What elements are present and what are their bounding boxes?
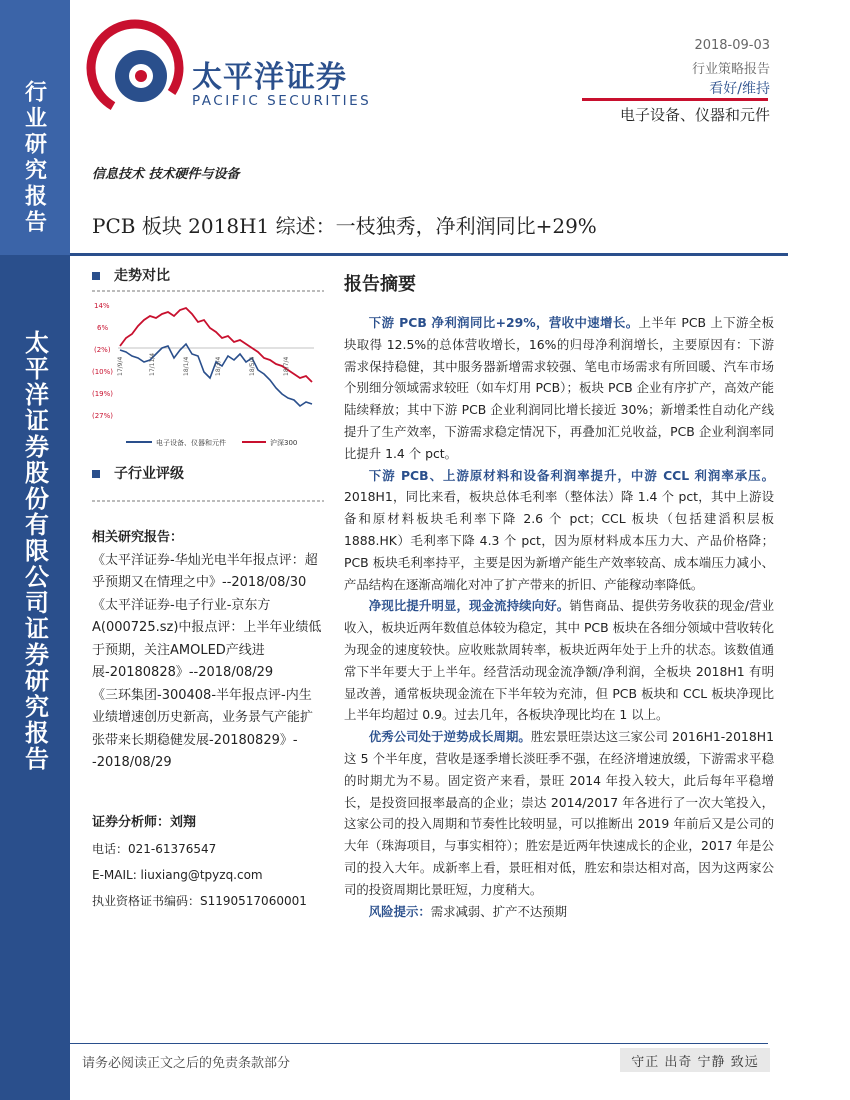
footer-disclaimer: 请务必阅读正文之后的免责条款部分	[82, 1056, 291, 1071]
summary-body	[344, 312, 774, 922]
report-type: 行业策略报告	[691, 62, 770, 77]
summary-para: 净现比提升明显，现金流持续向好。销售商品、提供劳务收获的现金/营业收入，板块近两年数值总体较为稳定，其中 PCB 板块在各细分领域中营收转化为现金的速度较快。应收账款周转率，板块近两年处于上升的状态。该数值通常下半年要大于上半年。经营活动现金流净额/净利润，全板块 2018H1 有明显改善，通常板块现金流在下半年较为充沛，但 PCB 板块和 CCL 板块净现比上半年均超过 0.9。过去几年，各板块净现比均在 1 以上。	[344, 598, 774, 723]
square-bullet-icon	[92, 272, 100, 280]
report-title: PCB 板块 2018H1 综述：一枝独秀，净利润同比+29%	[92, 214, 597, 238]
sub-rating-heading: 子行业评级	[92, 463, 184, 483]
analyst-block	[92, 810, 324, 914]
summary-para: 下游 PCB 净利润同比+29%，营收中速增长。上半年 PCB 上下游全板块取得 12.5%的总体营收增长，16%的归母净利润增长，主要原因有：下游需求保持稳健，其中服务器新增需求较强、笔电市场需求有所回暖、汽车市场个别细分领域需求较旺（如车灯用 PCB）；板块 PCB 企业有序扩产，高效产能陆续释放；其中下游 PCB 企业利润同比增长接近 30%；新增柔性自动化产线提升了生产效率，下游需求稳定情况下，再叠加汇兑收益，PCB 企业利润率同比提升 1.4 个 pct。	[344, 315, 774, 461]
xtick: 17/11/4	[149, 352, 156, 376]
legend-label-b: 沪深300	[270, 439, 298, 447]
related-reports	[92, 527, 324, 775]
category-label: 信息技术 技术硬件与设备	[92, 167, 240, 182]
header-red-rule	[582, 98, 768, 101]
xtick: 18/5/4	[249, 356, 256, 376]
summary-para: 下游 PCB、上游原材料和设备利润率提升，中游 CCL 利润率承压。2018H1，同比来看，板块总体毛利率（整体法）降 1.4 个 pct，其中上游设备和原材料板块毛利率下降 2.6 个 pct；CCL 板块（包括建滔积层板 1888.HK）毛利率下降 4.3 个 pct，因为原材料成本压力大、产品价格降；PCB 板块毛利率持平，主要是因为新增产能生产效率较高、成本端压力减小、产品结构在逐渐高端化对冲了扩产带来的折旧、产能稼动率降低。	[344, 467, 774, 592]
report-date: 2018-09-03	[694, 38, 770, 53]
footer-rule	[70, 1043, 768, 1044]
footer-motto: 守正 出奇 宁静 致远	[620, 1048, 770, 1072]
xtick: 18/3/4	[215, 356, 222, 376]
logo-cn: 太平洋证券	[192, 60, 347, 95]
summary-para: 优秀公司处于逆势成长周期。胜宏景旺崇达这三家公司 2016H1-2018H1 这 5 个半年度，营收是逐季增长淡旺季不强，在经济增速放缓，下游需求平稳的时期尤为不易。固定资产来看，景旺 2014 年投入较大，此后每年平稳增长，是投资回报率最高的企业；崇达 2014/2017 年各进行了一次大笔投入，这家公司的投入周期和节奏性比较明显，可以推断出 2019 年前后又是公司的大年（珠海项目，与事实相符）；胜宏是近两年快速成长的企业，2017 年是公司的投入大年。成新率上看，景旺相对低，胜宏和崇达相对高，因为这两家公司的投资周期比景旺短，力度稍大。	[344, 729, 774, 897]
sector-label: 电子设备、仪器和元件	[619, 106, 770, 124]
analyst-cert: 执业资格证书编码：S1190517060001	[92, 894, 307, 908]
trend-chart	[92, 298, 324, 450]
square-bullet-icon	[92, 470, 100, 478]
related-heading: 相关研究报告：	[92, 530, 184, 545]
analyst-email[interactable]: E-MAIL: liuxiang@tpyzq.com	[92, 868, 263, 882]
related-item: 《太平洋证券-电子行业-京东方A(000725.sz)中报点评：上半年业绩低于预期，关注AMOLED产线进展-20180828》--2018/08/29	[92, 597, 322, 680]
ytick: 14%	[94, 302, 110, 310]
related-item: 《太平洋证券-华灿光电半年报点评：超乎预期又在情理之中》--2018/08/30	[92, 552, 318, 590]
dotted-rule	[92, 290, 324, 292]
sidebar-top-label: 行业研究报告	[21, 80, 48, 236]
logo-en: PACIFIC SECURITIES	[192, 93, 372, 109]
dotted-rule	[92, 500, 324, 502]
xtick: 18/1/4	[183, 356, 190, 376]
trend-heading: 走势对比	[92, 265, 170, 285]
ytick: (2%)	[94, 346, 111, 354]
xtick: 18/7/4	[283, 356, 290, 376]
title-rule	[70, 253, 788, 256]
summary-heading: 报告摘要	[344, 274, 416, 295]
related-item: 《三环集团-300408-半年报点评-内生业绩增速创历史新高，业务景气产能扩张带来长期稳健发展-20180829》--2018/08/29	[92, 687, 314, 770]
rating-badge: 看好/维持	[709, 81, 770, 97]
sidebar-bottom-label: 太平洋证券股份有限公司证券研究报告	[20, 330, 50, 772]
summary-para: 风险提示：需求减弱、扩产不达预期	[368, 903, 568, 919]
analyst-phone: 电话：021-61376547	[92, 842, 217, 856]
analyst-name: 证券分析师：刘翔	[92, 815, 197, 830]
y-ticks	[92, 302, 113, 420]
ytick: (19%)	[92, 390, 114, 398]
ytick: 6%	[97, 324, 109, 332]
xtick: 17/9/4	[117, 356, 124, 376]
ytick: (10%)	[92, 368, 114, 376]
legend-label-a: 电子设备、仪器和元件	[156, 439, 226, 447]
ytick: (27%)	[92, 412, 114, 420]
